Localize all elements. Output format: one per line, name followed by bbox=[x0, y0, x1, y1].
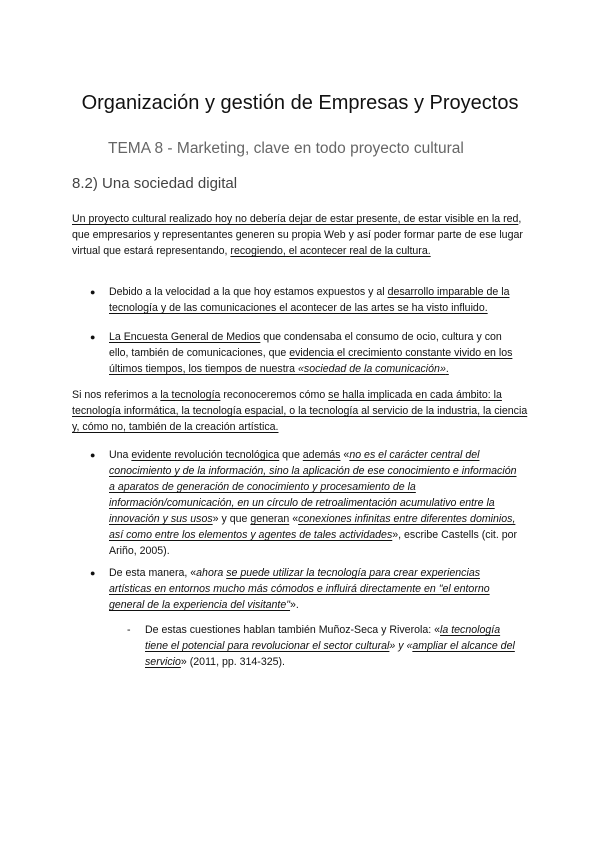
underlined-text: evidencia el crecimiento constante vivido en los últimos tiempos, los tiempos de nuestra bbox=[109, 347, 513, 375]
underlined-text: evidente revolución tecnológica bbox=[131, 449, 280, 461]
underlined-italic-text: se puede utilizar la tecnología para crear experiencias artísticas en entornos mucho más cómodos e influirá directamente en "el entorno general de la experiencia del visitante" bbox=[109, 567, 490, 611]
text-run: » y que bbox=[212, 513, 251, 525]
paragraph-technology bbox=[72, 387, 530, 435]
underlined-italic-text: no es el carácter central del conocimiento y de la información, sino la aplicación de ese conocimiento e información a aparatos de generación de conocimiento y procesamiento de la información/comunicación, en un círculo de retroalimentación acumulativo entre la innovación y sus usos bbox=[109, 449, 517, 525]
text-run: ». bbox=[290, 599, 299, 611]
italic-text: » y « bbox=[389, 640, 413, 652]
underlined-text: La Encuesta General de Medios bbox=[109, 331, 261, 343]
bullet-icon: ● bbox=[90, 568, 96, 578]
bullet-item bbox=[90, 447, 521, 559]
text-run: « bbox=[340, 449, 350, 461]
underlined-text: Un proyecto cultural realizado hoy no debería dejar de estar presente, de estar visible en la red bbox=[72, 213, 519, 225]
text-run: De esta manera, « bbox=[109, 567, 197, 579]
underlined-italic-text: ampliar el alcance del servicio bbox=[145, 640, 515, 668]
italic-text: ahora bbox=[196, 567, 227, 579]
sub-list-item bbox=[127, 622, 523, 670]
underlined-text: recogiendo, el acontecer real de la cultura. bbox=[230, 245, 431, 257]
underlined-text: además bbox=[302, 449, 341, 461]
underlined-text: . bbox=[445, 363, 449, 375]
text-run: », escribe Castells (cit. por Ariño, 2005). bbox=[109, 529, 518, 557]
section-heading: 8.2) Una sociedad digital bbox=[72, 175, 238, 192]
bullet-item bbox=[90, 329, 521, 377]
bullet-icon: ● bbox=[90, 450, 96, 460]
bullet-icon: ● bbox=[90, 287, 96, 297]
bullet-item bbox=[90, 284, 521, 316]
text-run: reconoceremos cómo bbox=[220, 389, 329, 401]
text-run: Una bbox=[109, 449, 132, 461]
bullet-item bbox=[90, 565, 521, 613]
underlined-text: desarrollo imparable de la tecnología y de las comunicaciones el acontecer de las artes se ha visto influido. bbox=[109, 286, 510, 314]
text-run: « bbox=[289, 513, 299, 525]
document-subtitle: TEMA 8 - Marketing, clave en todo proyecto cultural bbox=[108, 140, 464, 157]
underlined-italic-text: «sociedad de la comunicación» bbox=[298, 363, 446, 375]
text-run: , que empresarios y representantes generen su propia Web y así poder formar parte de ese lugar virtual que estará representando, bbox=[72, 213, 523, 257]
underlined-text: la tecnología bbox=[160, 389, 221, 401]
underlined-text: generan bbox=[250, 513, 290, 525]
dash-icon: - bbox=[127, 624, 131, 636]
text-run: que bbox=[279, 449, 303, 461]
underlined-italic-text: conexiones infinitas entre diferentes dominios, así como entre los elementos y agentes de tales actividades bbox=[109, 513, 516, 541]
bullet-icon: ● bbox=[90, 332, 96, 342]
text-run: Debido a la velocidad a la que hoy estamos expuestos y al bbox=[109, 286, 388, 298]
paragraph-intro bbox=[72, 211, 530, 259]
text-run: De estas cuestiones hablan también Muñoz-Seca y Riverola: « bbox=[145, 624, 441, 636]
underlined-italic-text: la tecnología tiene el potencial para revolucionar el sector cultural bbox=[145, 624, 501, 652]
underlined-text: se halla implicada en cada ámbito: la tecnología informática, la tecnología espacial, o la tecnología al servicio de la industria, la ciencia y, cómo no, también de la creación artística. bbox=[72, 389, 528, 433]
document-title: Organización y gestión de Empresas y Proyectos bbox=[81, 92, 519, 114]
text-run: que condensaba el consumo de ocio, cultura y con ello, también de comunicaciones, que bbox=[109, 331, 502, 359]
text-run: Si nos referimos a bbox=[72, 389, 161, 401]
text-run: » (2011, pp. 314-325). bbox=[180, 656, 285, 668]
